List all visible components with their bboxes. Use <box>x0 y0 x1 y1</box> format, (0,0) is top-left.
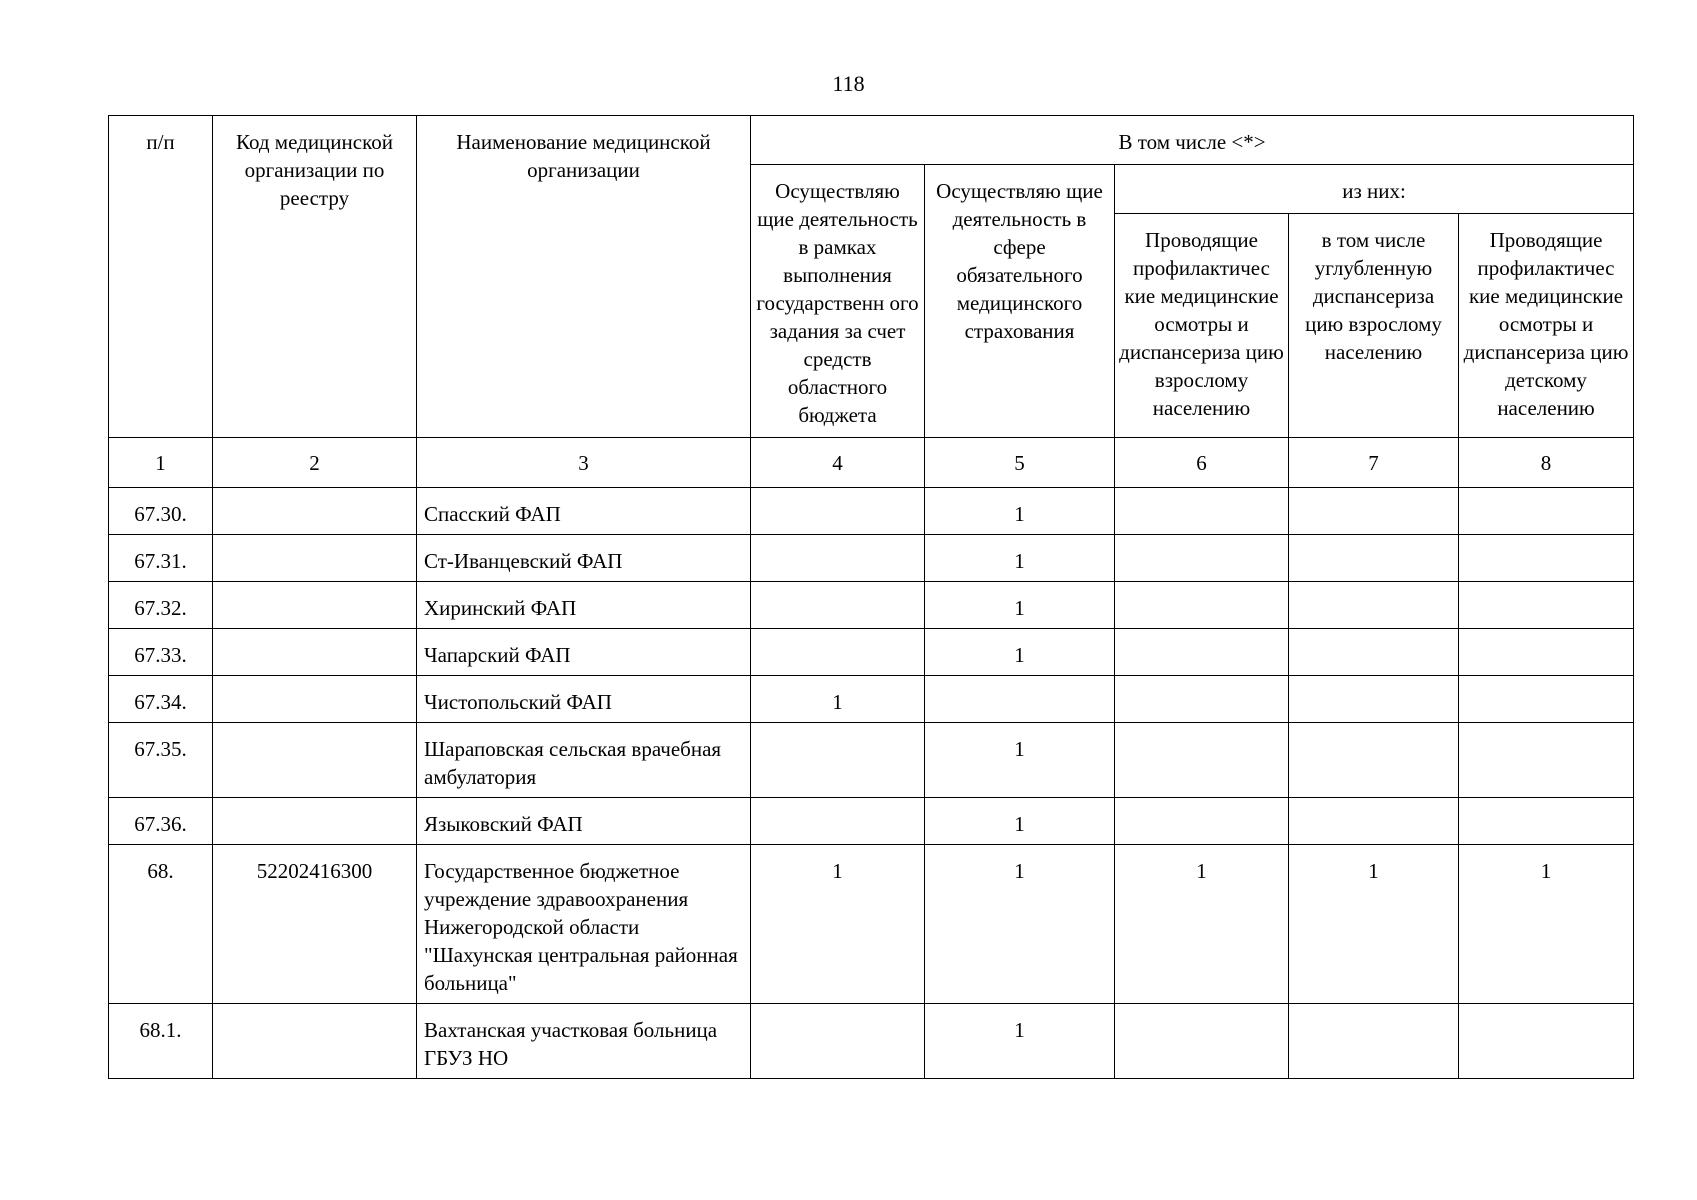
header-subgroup: из них: <box>1115 165 1634 214</box>
header-child: Проводящие профилактичес кие медицинские осмотры и диспансериза цию детскому населению <box>1459 214 1634 438</box>
row-number: 67.31. <box>109 535 213 582</box>
column-number: 7 <box>1289 438 1459 488</box>
table-row <box>109 723 1634 798</box>
row-number: 67.30. <box>109 488 213 535</box>
deep-exam-value <box>1289 798 1459 845</box>
column-number: 8 <box>1459 438 1634 488</box>
deep-exam-value <box>1289 582 1459 629</box>
oms-value: 1 <box>925 845 1115 1004</box>
org-name: Чапарский ФАП <box>417 629 751 676</box>
header-num: п/п <box>109 116 213 438</box>
child-exam-value <box>1459 798 1634 845</box>
page-number: 118 <box>832 71 865 96</box>
child-exam-value: 1 <box>1459 845 1634 1004</box>
adult-exam-value <box>1115 582 1289 629</box>
header-adult: Проводящие профилактичес кие медицинские осмотры и диспансериза цию взрослому населению <box>1115 214 1289 438</box>
child-exam-value <box>1459 1004 1634 1079</box>
org-name: Шараповская сельская врачебная амбулатория <box>417 723 751 798</box>
table-row <box>109 1004 1634 1079</box>
table-row <box>109 488 1634 535</box>
org-name: Государственное бюджетное учреждение здравоохранения Нижегородской области "Шахунская центральная районная больница" <box>417 845 751 1004</box>
child-exam-value <box>1459 582 1634 629</box>
state-task-value <box>751 535 925 582</box>
adult-exam-value <box>1115 676 1289 723</box>
row-number: 68. <box>109 845 213 1004</box>
deep-exam-value <box>1289 676 1459 723</box>
oms-value: 1 <box>925 723 1115 798</box>
oms-value: 1 <box>925 1004 1115 1079</box>
org-name: Языковский ФАП <box>417 798 751 845</box>
deep-exam-value <box>1289 1004 1459 1079</box>
table-row <box>109 798 1634 845</box>
header-state-task: Осуществляю щие деятельность в рамках выполнения государственн ого задания за счет средств областного бюджета <box>751 165 925 438</box>
table-row <box>109 535 1634 582</box>
adult-exam-value <box>1115 629 1289 676</box>
oms-value <box>925 676 1115 723</box>
table-row <box>109 676 1634 723</box>
oms-value: 1 <box>925 629 1115 676</box>
adult-exam-value <box>1115 723 1289 798</box>
row-number: 67.33. <box>109 629 213 676</box>
state-task-value: 1 <box>751 845 925 1004</box>
deep-exam-value <box>1289 629 1459 676</box>
org-code <box>213 723 417 798</box>
oms-value: 1 <box>925 535 1115 582</box>
state-task-value <box>751 798 925 845</box>
header-code: Код медицинской организации по реестру <box>213 116 417 438</box>
oms-value: 1 <box>925 582 1115 629</box>
org-code <box>213 535 417 582</box>
state-task-value <box>751 1004 925 1079</box>
state-task-value <box>751 723 925 798</box>
row-number: 67.34. <box>109 676 213 723</box>
org-code <box>213 582 417 629</box>
deep-exam-value: 1 <box>1289 845 1459 1004</box>
row-number: 67.36. <box>109 798 213 845</box>
row-number: 68.1. <box>109 1004 213 1079</box>
org-name: Ст-Иванцевский ФАП <box>417 535 751 582</box>
oms-value: 1 <box>925 798 1115 845</box>
header-name: Наименование медицинской организации <box>417 116 751 438</box>
state-task-value <box>751 488 925 535</box>
header-oms: Осуществляю щие деятельность в сфере обязательного медицинского страхования <box>925 165 1115 438</box>
adult-exam-value <box>1115 488 1289 535</box>
column-number: 4 <box>751 438 925 488</box>
org-code <box>213 798 417 845</box>
child-exam-value <box>1459 535 1634 582</box>
child-exam-value <box>1459 488 1634 535</box>
org-code <box>213 676 417 723</box>
adult-exam-value <box>1115 798 1289 845</box>
org-code <box>213 629 417 676</box>
adult-exam-value <box>1115 1004 1289 1079</box>
oms-value: 1 <box>925 488 1115 535</box>
table-row <box>109 582 1634 629</box>
column-number: 1 <box>109 438 213 488</box>
state-task-value <box>751 629 925 676</box>
table-row <box>109 845 1634 1004</box>
column-number: 6 <box>1115 438 1289 488</box>
deep-exam-value <box>1289 535 1459 582</box>
org-name: Хиринский ФАП <box>417 582 751 629</box>
child-exam-value <box>1459 676 1634 723</box>
row-number: 67.32. <box>109 582 213 629</box>
adult-exam-value <box>1115 535 1289 582</box>
org-name: Спасский ФАП <box>417 488 751 535</box>
org-name: Вахтанская участковая больница ГБУЗ НО <box>417 1004 751 1079</box>
column-number: 3 <box>417 438 751 488</box>
organizations-table <box>108 115 1634 1079</box>
child-exam-value <box>1459 629 1634 676</box>
table-body <box>109 438 1634 1079</box>
header-deep: в том числе углубленную диспансериза цию взрослому населению <box>1289 214 1459 438</box>
state-task-value: 1 <box>751 676 925 723</box>
org-code <box>213 1004 417 1079</box>
deep-exam-value <box>1289 488 1459 535</box>
org-code <box>213 488 417 535</box>
column-numbers-row <box>109 438 1634 488</box>
adult-exam-value: 1 <box>1115 845 1289 1004</box>
header-group: В том числе <*> <box>751 116 1634 165</box>
table-row <box>109 629 1634 676</box>
org-code: 52202416300 <box>213 845 417 1004</box>
row-number: 67.35. <box>109 723 213 798</box>
deep-exam-value <box>1289 723 1459 798</box>
column-number: 2 <box>213 438 417 488</box>
child-exam-value <box>1459 723 1634 798</box>
column-number: 5 <box>925 438 1115 488</box>
org-name: Чистопольский ФАП <box>417 676 751 723</box>
state-task-value <box>751 582 925 629</box>
